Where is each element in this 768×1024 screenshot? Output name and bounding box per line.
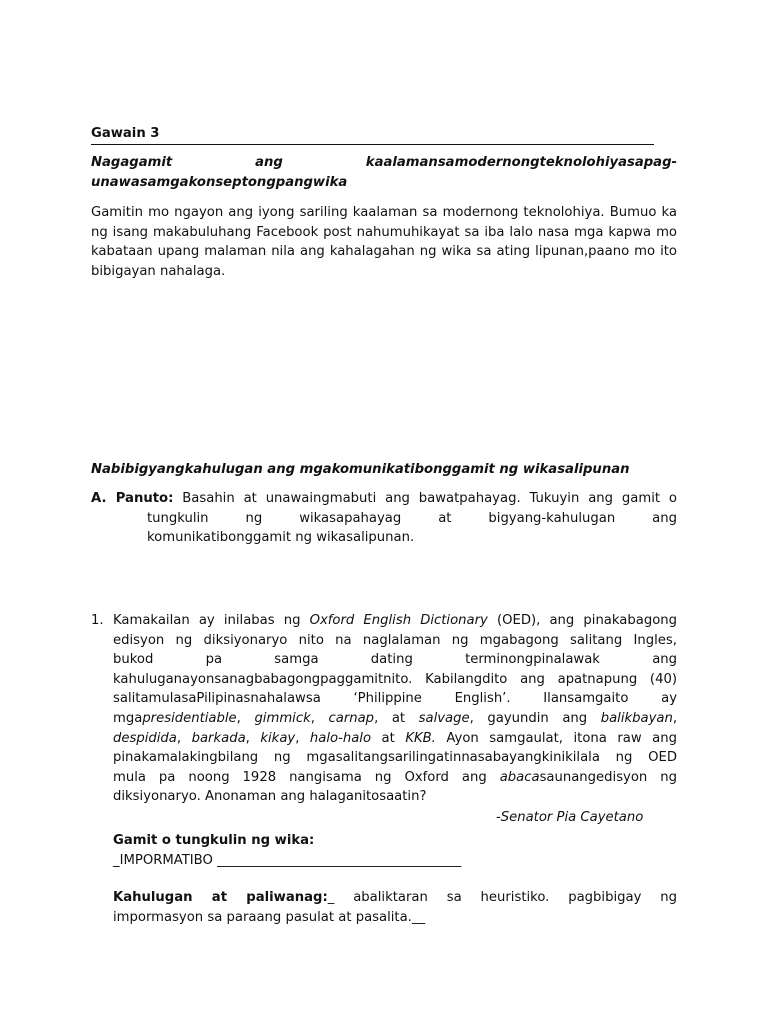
text-italic: Oxford English Dictionary: [309, 613, 488, 628]
text-italic: salvage: [418, 710, 470, 726]
item-1-body: [113, 611, 677, 807]
gawain-title-text: Gawain 3: [91, 126, 160, 141]
gamit-answer: _IMPORMATIBO _____________________________________: [113, 852, 462, 868]
item-line: [113, 611, 677, 631]
text: mula pa noong 1928 nangisama ng Oxford ang: [113, 769, 500, 785]
text: ,: [236, 710, 255, 726]
gawain-title: [91, 124, 654, 145]
item-line: kahuluganayonsanagbabagongpaggamitnito. Kabilangdito ang apatnapung (40): [113, 671, 677, 687]
kahulugan-answer1: _ abaliktaran sa heuristiko. pagbibigay ng: [327, 890, 677, 905]
panuto-line1: [91, 489, 677, 509]
panuto-block: [91, 489, 677, 548]
text: ,: [176, 730, 192, 746]
kahulugan-label: Kahulugan at paliwanag:: [113, 890, 328, 905]
text-italic: KKB.: [405, 730, 436, 746]
text-italic: halo-halo: [309, 730, 372, 746]
item-line: edisyon ng diksiyonaryo nito na naglalaman ng mgabagong salitang Ingles,: [113, 632, 677, 648]
section1-paragraph: Gamitin mo ngayon ang iyong sariling kaalaman sa modernong teknolohiya. Bumuo ka ng isang makabuluhang Facebook post nahumuhikayat sa iba lalo nasa mga kapwa mo kabataan upang malaman nila ang kahalagahan ng wika sa ating lipunan,paano mo ito bibigayan nahalaga.: [91, 205, 677, 279]
text: Kamakailan ay inilabas ng: [113, 613, 310, 628]
text: ,: [672, 710, 678, 726]
text: , gayundin ang: [469, 710, 601, 726]
text-italic: despidida: [113, 730, 177, 746]
item-line: pinakamalakingbilang ng mgasalitangsarilingatinnasabayangkinikilala ng OED: [113, 750, 677, 766]
gamit-label: Gamit o tungkulin ng wika:: [113, 833, 315, 848]
text: mga: [113, 710, 143, 726]
item-line: bukod pa samga dating terminongpinalawak ang: [113, 652, 677, 668]
item-1: [91, 611, 677, 807]
text: saunangedisyon ng: [539, 769, 677, 785]
text: (OED), ang pinakabagong: [487, 613, 677, 628]
attribution: -Senator Pia Cayetano: [496, 810, 644, 825]
text-italic: abaca: [499, 769, 540, 785]
text-italic: gimmick: [254, 710, 311, 726]
text-italic: carnap: [328, 710, 375, 726]
item-line: [113, 729, 677, 749]
kahulugan-block: [113, 888, 677, 927]
text: , at: [374, 710, 419, 726]
text-italic: barkada: [191, 730, 246, 746]
item-line: salitamulasaPilipinasnahalawsa ‘Philippine English’. Ilansamgaito ay: [113, 691, 677, 707]
item-line: diksiyonaryo. Anonaman ang halaganitosaatin?: [113, 789, 427, 805]
text: ,: [295, 730, 310, 746]
text: ,: [310, 710, 329, 726]
text-italic: kikay: [260, 730, 296, 746]
item-line: [113, 768, 677, 788]
gamit-block: [113, 831, 677, 870]
section1-heading: [91, 153, 677, 192]
section1-heading-line2: unawasamgakonseptongpangwika: [91, 174, 348, 190]
panuto-line3: komunikatibonggamit ng wikasalipunan.: [147, 530, 415, 546]
panuto-line2: tungkulin ng wikasapahayag at bigyang-kahulugan ang: [147, 510, 677, 526]
section2-heading: Nabibigyangkahulugan ang mgakomunikatibonggamit ng wikasalipunan: [91, 462, 630, 477]
document-page: [91, 0, 677, 1024]
text: Ayon samgaulat, itona raw ang: [435, 730, 677, 746]
panuto-label: A. Panuto:: [91, 491, 174, 506]
kahulugan-line1: [113, 888, 677, 908]
text-italic: balikbayan: [600, 710, 673, 726]
text-italic: presidentiable: [142, 710, 237, 726]
panuto-text1: Basahin at unawaingmabuti ang bawatpahayag. Tukuyin ang gamit o: [182, 491, 677, 506]
item-line: [113, 709, 677, 729]
text: at: [371, 730, 406, 746]
section1-heading-line1: Nagagamit ang kaalamansamodernongteknolohiyasapag-: [91, 155, 677, 170]
kahulugan-line2: impormasyon sa paraang pasulat at pasalita.__: [113, 909, 426, 925]
text: ,: [245, 730, 261, 746]
item-number: 1.: [91, 613, 104, 628]
